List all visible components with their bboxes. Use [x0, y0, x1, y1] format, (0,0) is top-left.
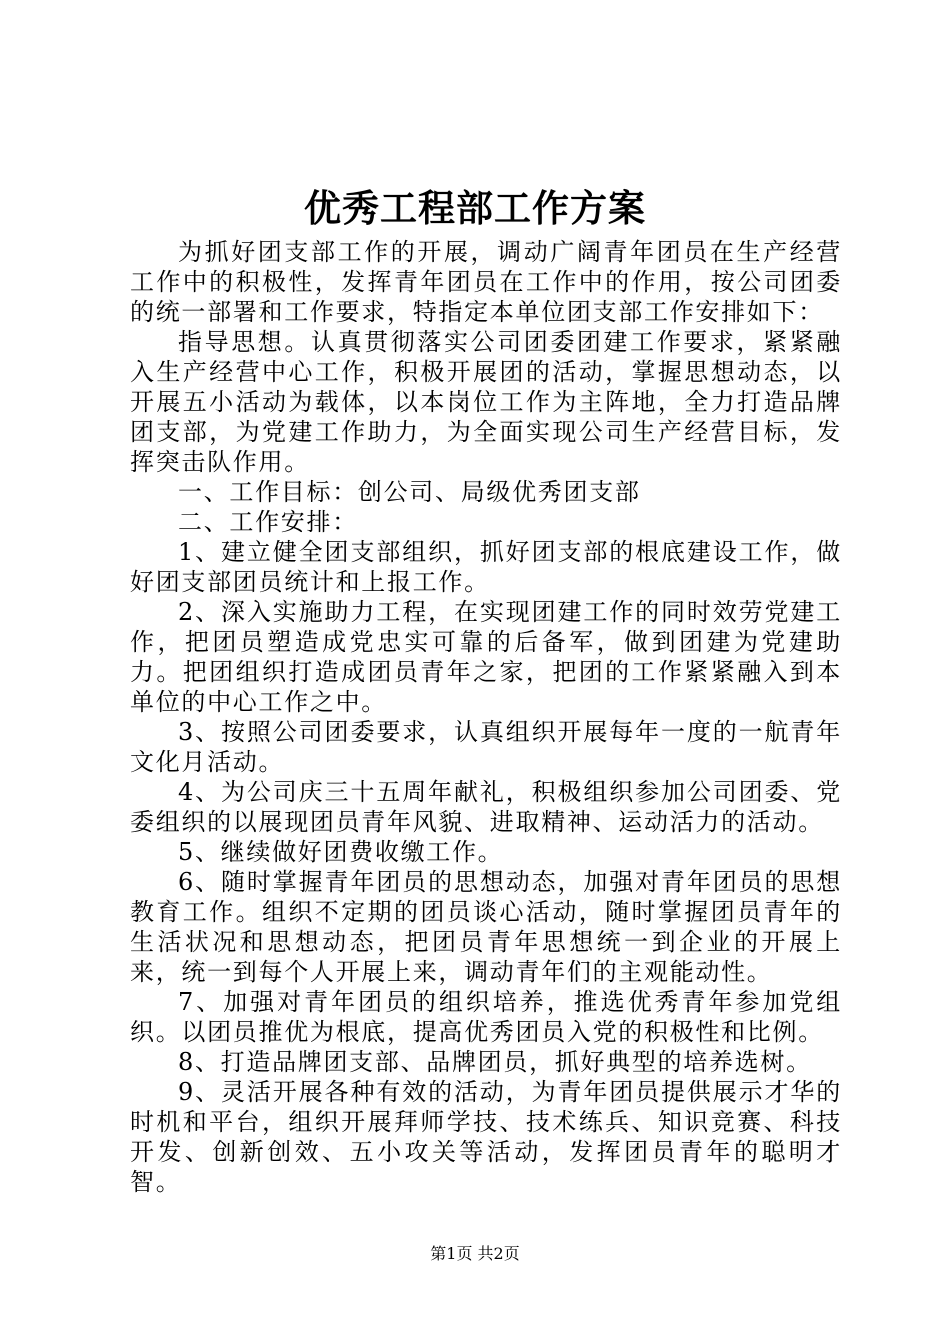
paragraph-item-8: 8、打造品牌团支部、品牌团员，抓好典型的培养选树。 [178, 1048, 812, 1076]
paragraph-item-3: 3、按照公司团委要求，认真组织开展每年一度的一航青年文化月活动。 [130, 718, 842, 776]
paragraph-item-5: 5、继续做好团费收缴工作。 [178, 838, 504, 866]
document-title: 优秀工程部工作方案 [304, 186, 646, 230]
paragraph-work-arrangement: 二、工作安排： [178, 508, 358, 536]
paragraph-item-6: 6、随时掌握青年团员的思想动态，加强对青年团员的思想教育工作。组织不定期的团员谈心活动，随时掌握团员青年的生活状况和思想动态，把团员青年思想统一到企业的开展上来，统一到每个人开展上来，调动青年们的主观能动性。 [130, 868, 842, 986]
paragraph-work-goal: 一、工作目标：创公司、局级优秀团支部 [178, 478, 641, 506]
paragraph-item-2: 2、深入实施助力工程，在实现团建工作的同时效劳党建工作，把团员塑造成党忠实可靠的后备军，做到团建为党建助力。把团组织打造成团员青年之家，把团的工作紧紧融入到本单位的中心工作之中。 [130, 598, 842, 716]
paragraph-item-9: 9、灵活开展各种有效的活动，为青年团员提供展示才华的时机和平台，组织开展拜师学技、技术练兵、知识竞赛、科技开发、创新创效、五小攻关等活动，发挥团员青年的聪明才智。 [130, 1078, 842, 1196]
paragraph-item-1: 1、建立健全团支部组织，抓好团支部的根底建设工作，做好团支部团员统计和上报工作。 [130, 538, 842, 596]
page-number-footer: 第1页 共2页 [430, 1244, 520, 1263]
paragraph-intro: 为抓好团支部工作的开展，调动广阔青年团员在生产经营工作中的积极性，发挥青年团员在工作中的作用，按公司团委的统一部署和工作要求，特指定本单位团支部工作安排如下： [130, 238, 842, 326]
paragraph-guiding-thought: 指导思想。认真贯彻落实公司团委团建工作要求，紧紧融入生产经营中心工作，积极开展团的活动，掌握思想动态，以开展五小活动为载体，以本岗位工作为主阵地，全力打造品牌团支部，为党建工作助力，为全面实现公司生产经营目标，发挥突击队作用。 [130, 328, 842, 476]
document-body [130, 237, 842, 1197]
paragraph-item-7: 7、加强对青年团员的组织培养，推选优秀青年参加党组织。以团员推优为根底，提高优秀团员入党的积极性和比例。 [130, 988, 842, 1046]
paragraph-item-4: 4、为公司庆三十五周年献礼，积极组织参加公司团委、党委组织的以展现团员青年风貌、进取精神、运动活力的活动。 [130, 778, 842, 836]
